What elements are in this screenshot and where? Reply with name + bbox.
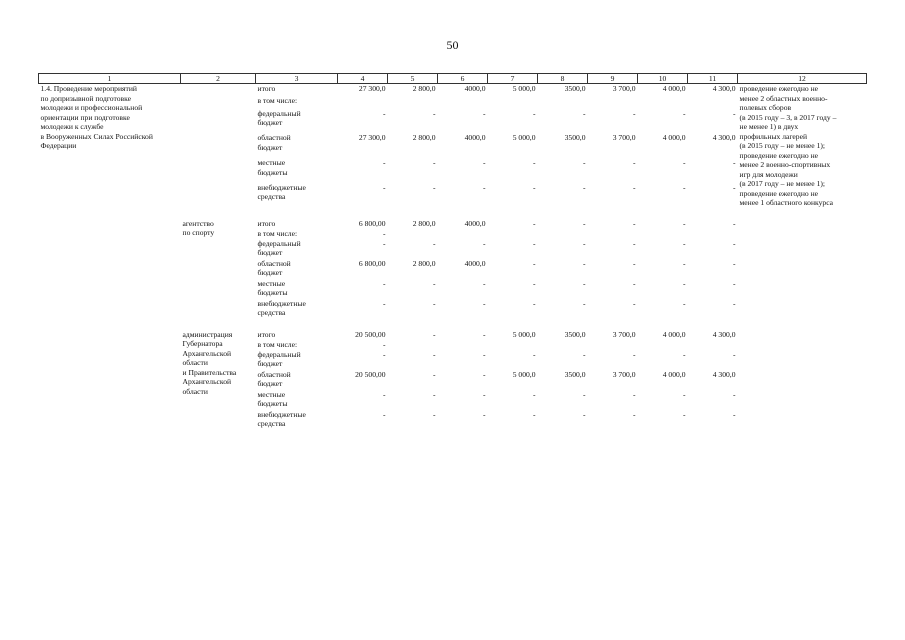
- group-gap: [39, 208, 867, 219]
- source-label: областной бюджет: [257, 258, 291, 277]
- value-cell: -: [682, 298, 686, 308]
- executor-cell: администрация Губернатора Архангельской области и Правительства Архангельской области: [182, 329, 237, 396]
- executor-cell: агентство по спорту: [182, 218, 215, 237]
- value-cell: -: [432, 182, 436, 192]
- source-label: итого: [257, 84, 276, 93]
- value-cell: -: [682, 182, 686, 192]
- empty-cell: [39, 330, 181, 430]
- value-cell: -: [582, 238, 586, 248]
- value-cell: 5 000,0: [512, 329, 536, 339]
- value-cell: -: [732, 182, 736, 192]
- value-cell: -: [582, 158, 586, 168]
- source-label: местные бюджеты: [257, 158, 288, 177]
- value-cell: -: [532, 298, 536, 308]
- value-cell: 2 800,0: [412, 133, 436, 143]
- empty-cell: [738, 330, 867, 430]
- value-cell: 27 300,0: [358, 133, 386, 143]
- value-cell: 4000,0: [464, 133, 486, 143]
- header-cell: 1: [39, 74, 181, 84]
- value-cell: -: [532, 389, 536, 399]
- value-cell: -: [682, 258, 686, 268]
- value-cell: -: [482, 158, 486, 168]
- source-label: в том числе:: [257, 228, 298, 238]
- source-label: внебюджетные средства: [257, 182, 306, 202]
- value-cell: 5 000,0: [512, 369, 536, 379]
- value-cell: 3 700,0: [612, 133, 636, 143]
- value-cell: -: [382, 108, 386, 118]
- value-cell: [688, 229, 738, 239]
- value-cell: [538, 96, 588, 108]
- value-cell: 4 300,0: [712, 369, 736, 379]
- table-body: [39, 84, 867, 430]
- gap-cell: [39, 208, 867, 219]
- value-cell: -: [632, 108, 636, 118]
- source-label: итого: [257, 218, 276, 228]
- financing-table: [38, 73, 867, 430]
- value-cell: -: [582, 298, 586, 308]
- value-cell: 2 800,0: [412, 258, 436, 268]
- header-cell: 6: [438, 74, 488, 84]
- value-cell: -: [632, 389, 636, 399]
- value-cell: -: [482, 329, 486, 339]
- value-cell: -: [732, 389, 736, 399]
- gap-cell: [39, 319, 867, 330]
- value-cell: -: [582, 182, 586, 192]
- value-cell: [488, 96, 538, 108]
- value-cell: -: [632, 258, 636, 268]
- value-cell: -: [532, 218, 536, 228]
- header-cell: 10: [638, 74, 688, 84]
- value-cell: [488, 229, 538, 239]
- value-cell: -: [382, 228, 386, 238]
- value-cell: 3 700,0: [612, 84, 636, 93]
- value-cell: -: [482, 389, 486, 399]
- value-cell: [338, 96, 388, 108]
- value-cell: [438, 229, 488, 239]
- value-cell: -: [632, 158, 636, 168]
- page-number: 50: [446, 38, 459, 52]
- empty-cell: [738, 219, 867, 319]
- header-cell: 4: [338, 74, 388, 84]
- value-cell: -: [682, 218, 686, 228]
- value-cell: -: [582, 218, 586, 228]
- table-row: [39, 219, 867, 229]
- value-cell: [388, 340, 438, 350]
- value-cell: [588, 229, 638, 239]
- source-label: в том числе:: [257, 339, 298, 349]
- source-label: местные бюджеты: [257, 278, 288, 297]
- header-cell: 5: [388, 74, 438, 84]
- header-cell: 7: [488, 74, 538, 84]
- value-cell: -: [632, 278, 636, 288]
- source-label: в том числе:: [257, 96, 298, 106]
- value-cell: -: [382, 182, 386, 192]
- value-cell: -: [382, 389, 386, 399]
- value-cell: -: [482, 369, 486, 379]
- source-label: внебюджетные средства: [257, 409, 306, 428]
- value-cell: -: [482, 298, 486, 308]
- value-cell: -: [482, 349, 486, 359]
- value-cell: -: [682, 409, 686, 419]
- value-cell: -: [732, 238, 736, 248]
- value-cell: -: [432, 329, 436, 339]
- value-cell: [638, 340, 688, 350]
- value-cell: -: [532, 278, 536, 288]
- value-cell: 4 000,0: [662, 369, 686, 379]
- header-cell: 8: [538, 74, 588, 84]
- value-cell: [688, 96, 738, 108]
- table-row: [39, 330, 867, 340]
- value-cell: 20 500,00: [355, 329, 386, 339]
- source-label: местные бюджеты: [257, 389, 288, 408]
- value-cell: 4 000,0: [662, 84, 686, 93]
- value-cell: -: [582, 409, 586, 419]
- value-cell: -: [432, 298, 436, 308]
- value-cell: -: [682, 238, 686, 248]
- header-cell: 9: [588, 74, 638, 84]
- value-cell: -: [532, 258, 536, 268]
- value-cell: -: [482, 182, 486, 192]
- source-label: федеральный бюджет: [257, 238, 301, 257]
- value-cell: -: [532, 409, 536, 419]
- source-label: областной бюджет: [257, 369, 291, 388]
- value-cell: -: [482, 278, 486, 288]
- value-cell: -: [432, 158, 436, 168]
- header-cell: 2: [181, 74, 256, 84]
- value-cell: [538, 229, 588, 239]
- value-cell: [588, 340, 638, 350]
- value-cell: -: [582, 349, 586, 359]
- value-cell: -: [732, 108, 736, 118]
- value-cell: -: [582, 389, 586, 399]
- value-cell: -: [732, 298, 736, 308]
- value-cell: 3500,0: [564, 329, 586, 339]
- value-cell: [638, 229, 688, 239]
- value-cell: -: [732, 278, 736, 288]
- executor-cell: [181, 84, 256, 208]
- header-cell: 11: [688, 74, 738, 84]
- value-cell: -: [432, 389, 436, 399]
- value-cell: -: [382, 278, 386, 288]
- value-cell: -: [682, 108, 686, 118]
- header-cell: 12: [738, 74, 867, 84]
- value-cell: -: [382, 339, 386, 349]
- value-cell: -: [632, 182, 636, 192]
- value-cell: -: [432, 349, 436, 359]
- value-cell: -: [582, 278, 586, 288]
- value-cell: -: [632, 409, 636, 419]
- value-cell: 20 500,00: [355, 369, 386, 379]
- value-cell: -: [732, 409, 736, 419]
- value-cell: -: [382, 238, 386, 248]
- value-cell: -: [532, 182, 536, 192]
- value-cell: -: [382, 158, 386, 168]
- value-cell: -: [532, 238, 536, 248]
- value-cell: 4 300,0: [712, 329, 736, 339]
- value-cell: -: [732, 218, 736, 228]
- value-cell: -: [632, 298, 636, 308]
- source-label: итого: [257, 329, 276, 339]
- value-cell: -: [582, 108, 586, 118]
- value-cell: -: [432, 369, 436, 379]
- value-cell: -: [582, 258, 586, 268]
- value-cell: 4 000,0: [662, 133, 686, 143]
- value-cell: 3500,0: [564, 369, 586, 379]
- value-cell: 2 800,0: [412, 84, 436, 93]
- header-row: [39, 74, 867, 84]
- value-cell: -: [732, 158, 736, 168]
- value-cell: -: [432, 278, 436, 288]
- value-cell: -: [382, 298, 386, 308]
- value-cell: -: [682, 278, 686, 288]
- value-cell: [388, 96, 438, 108]
- empty-cell: [39, 219, 181, 319]
- value-cell: -: [482, 108, 486, 118]
- group-gap: [39, 319, 867, 330]
- value-cell: -: [682, 158, 686, 168]
- value-cell: 2 800,0: [412, 218, 436, 228]
- value-cell: -: [532, 108, 536, 118]
- value-cell: -: [432, 238, 436, 248]
- value-cell: -: [432, 108, 436, 118]
- value-cell: -: [532, 349, 536, 359]
- source-label: областной бюджет: [257, 133, 291, 152]
- value-cell: -: [382, 409, 386, 419]
- value-cell: 5 000,0: [512, 133, 536, 143]
- table-row: [39, 84, 867, 97]
- value-cell: -: [732, 349, 736, 359]
- value-cell: 4000,0: [464, 258, 486, 268]
- header-cell: 3: [256, 74, 338, 84]
- value-cell: -: [632, 349, 636, 359]
- value-cell: [438, 340, 488, 350]
- value-cell: 4 300,0: [712, 133, 736, 143]
- value-cell: 3 700,0: [612, 329, 636, 339]
- value-cell: -: [632, 218, 636, 228]
- value-cell: -: [632, 238, 636, 248]
- value-cell: 3500,0: [564, 84, 586, 93]
- value-cell: -: [682, 349, 686, 359]
- event-title: 1.4. Проведение мероприятий по допризывной подготовке молодежи и профессиональной ориентации при подготовке молодежи к службе в Вооруженных Силах Российской Федерации: [40, 84, 153, 150]
- value-cell: 6 800,00: [358, 258, 386, 268]
- event-notes: проведение ежегодно не менее 2 областных военно- полевых сборов (в 2015 году – 3, в 2017 году – не менее 1) в двух профильных лагерей (в 2015 году – не менее 1); проведение ежегодно не менее 2 военно-спортивных игр для молодежи (в 2017 году – не менее 1); проведение ежегодно не менее 1 областного конкурса: [739, 84, 837, 207]
- value-cell: 4000,0: [464, 218, 486, 228]
- value-cell: 4000,0: [464, 84, 486, 93]
- value-cell: 3 700,0: [612, 369, 636, 379]
- value-cell: [538, 340, 588, 350]
- value-cell: 3500,0: [564, 133, 586, 143]
- value-cell: -: [532, 158, 536, 168]
- value-cell: -: [382, 349, 386, 359]
- value-cell: -: [682, 389, 686, 399]
- value-cell: [638, 96, 688, 108]
- value-cell: [688, 340, 738, 350]
- value-cell: [438, 96, 488, 108]
- source-label: внебюджетные средства: [257, 298, 306, 317]
- value-cell: -: [432, 409, 436, 419]
- value-cell: [588, 96, 638, 108]
- value-cell: -: [732, 258, 736, 268]
- value-cell: -: [482, 238, 486, 248]
- value-cell: 5 000,0: [512, 84, 536, 93]
- source-label: федеральный бюджет: [257, 108, 301, 128]
- value-cell: [388, 229, 438, 239]
- value-cell: 6 800,00: [358, 218, 386, 228]
- value-cell: 4 000,0: [662, 329, 686, 339]
- source-label: федеральный бюджет: [257, 349, 301, 368]
- value-cell: -: [482, 409, 486, 419]
- value-cell: 27 300,0: [358, 84, 386, 93]
- value-cell: 4 300,0: [712, 84, 736, 93]
- value-cell: [488, 340, 538, 350]
